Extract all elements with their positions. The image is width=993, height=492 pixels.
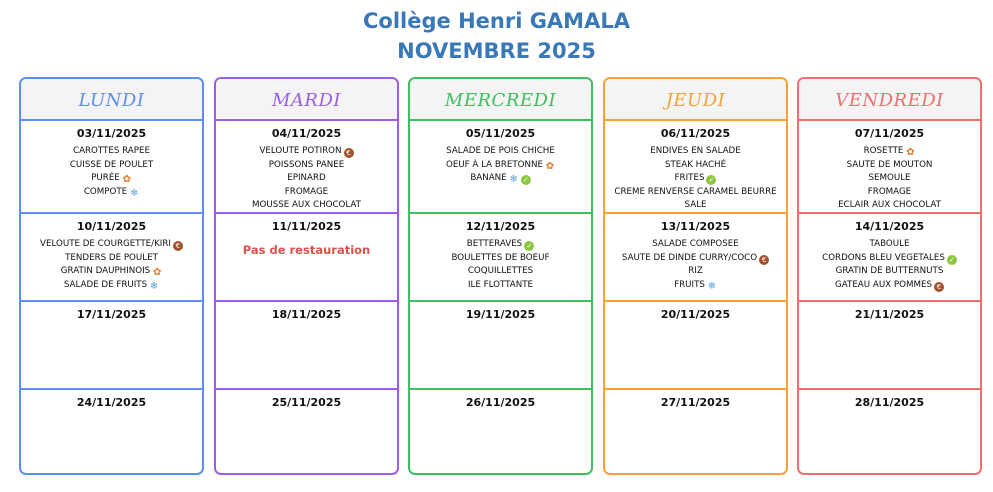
menu-item [21,145,202,159]
date-label: 04/11/2025 [271,127,342,140]
vegetarian-leaf-icon: ✓ [706,175,716,185]
day-header: VENDREDI [799,79,980,119]
day-cell [21,119,202,212]
menu-item [410,159,591,173]
menu-item-text: SALADE COMPOSEE [652,239,739,249]
menu-item-text: OEUF À LA BRETONNE [445,159,543,170]
day-column-mardi [214,77,399,475]
snowflake-icon: ❄ [707,280,717,292]
menu-item [21,238,202,252]
day-header: MERCREDI [410,79,591,119]
date-label: 28/11/2025 [854,396,925,409]
page-header [0,6,993,66]
vegetarian-leaf-icon: ✓ [947,255,957,265]
menu-item-text: COQUILLETTES [467,266,534,277]
day-cell [410,212,591,300]
menu-item [21,279,202,293]
date-label: 12/11/2025 [465,220,536,233]
vegetarian-leaf-icon: ✓ [521,175,531,185]
menu-item-text: SAUTE DE DINDE CURRY/COCO [621,252,758,263]
menu-item [605,238,786,252]
menu-item-text: SAUTE DE MOUTON [846,159,933,170]
day-cell [799,300,980,388]
menu-item [410,238,591,252]
menu-item-text: ROSETTE [863,146,904,156]
local-product-icon: ✿ [545,160,555,172]
date-label: 18/11/2025 [271,308,342,321]
local-product-icon: ✿ [153,267,162,279]
menu-item-text: CORDONS BLEU VEGETALES [822,252,945,263]
menu-item [799,199,980,213]
day-column-mercredi [408,77,593,475]
menu-item-text: ENDIVES EN SALADE [650,146,741,156]
day-cell [410,388,591,475]
menu-item [605,265,786,279]
menu-item [799,238,980,252]
menu-item-text: COMPOTE [83,186,128,197]
eco-label-icon: € [934,282,944,292]
date-label: 06/11/2025 [660,127,731,140]
menu-item [21,159,202,173]
day-cell [799,212,980,300]
menu-item-text: BETTERAVES [466,239,523,249]
menu-item [799,159,980,173]
date-label: 10/11/2025 [76,220,147,233]
menu-item-text: PURÉE [91,173,120,184]
menu-item [799,252,980,266]
day-cell [799,388,980,475]
day-column-lundi [19,77,204,475]
menu-item [799,172,980,186]
local-product-icon: ✿ [122,174,131,186]
menu-item-text: EPINARD [287,173,326,184]
menu-item-text: RIZ [688,266,703,277]
date-label: 27/11/2025 [660,396,731,409]
day-cell [605,119,786,212]
menu-item-text: FROMAGE [284,186,329,197]
menu-item [21,172,202,186]
date-label: 13/11/2025 [660,220,731,233]
menu-item-text: FRUITS [674,279,705,290]
menu-item-text: CUISSE DE POULET [69,159,154,170]
menu-item [799,279,980,293]
menu-item [605,199,786,213]
day-cell [21,300,202,388]
menu-item [216,172,397,186]
menu-item [410,145,591,159]
day-column-vendredi [797,77,982,475]
menu-item [410,279,591,293]
menu-item-text: SALADE DE FRUITS [63,279,148,290]
day-cell [216,212,397,300]
day-column-jeudi [603,77,788,475]
day-cell [21,388,202,475]
menu-item [410,265,591,279]
menu-item [216,199,397,213]
menu-item-text: CREME RENVERSE CARAMEL BEURRE [614,186,777,197]
date-label: 11/11/2025 [271,220,342,233]
snowflake-icon: ❄ [509,174,518,186]
date-label: 26/11/2025 [465,396,536,409]
snowflake-icon: ❄ [149,280,159,292]
menu-item-text: VELOUTE DE COURGETTE/KIRI [40,239,171,249]
day-cell [605,388,786,475]
date-label: 19/11/2025 [465,308,536,321]
day-cell [410,119,591,212]
menu-item-text: TABOULE [869,239,910,249]
menu-item [605,145,786,159]
page-title: Collège Henri GAMALA [363,9,630,33]
day-cell [216,388,397,475]
vegetarian-leaf-icon: ✓ [524,241,534,251]
menu-item [605,159,786,173]
menu-item [410,172,591,186]
date-label: 17/11/2025 [76,308,147,321]
menu-item-text: VELOUTE POTIRON [259,146,342,156]
menu-item [21,252,202,266]
menu-item [799,186,980,200]
menu-item-text: BANANE [470,173,507,184]
date-label: 25/11/2025 [271,396,342,409]
menu-item-text: SEMOULE [868,173,911,184]
menu-item-text: GRATIN DE BUTTERNUTS [835,266,944,277]
date-label: 07/11/2025 [854,127,925,140]
menu-item [799,265,980,279]
date-label: 03/11/2025 [76,127,147,140]
menu-item-text: MOUSSE AUX CHOCOLAT [252,200,361,211]
eco-label-icon: € [759,255,769,265]
menu-item [605,172,786,186]
menu-item-text: SALE [684,200,707,211]
date-label: 14/11/2025 [854,220,925,233]
menu-item [799,145,980,159]
menu-item [216,145,397,159]
menu-item [605,186,786,200]
snowflake-icon: ❄ [129,187,139,199]
menu-item-text: FRITES [674,173,705,184]
day-cell [799,119,980,212]
date-label: 24/11/2025 [76,396,147,409]
menu-item-text: GATEAU AUX POMMES [835,279,932,290]
day-cell [605,212,786,300]
menu-item [21,265,202,279]
closure-note: Pas de restauration [242,243,371,257]
menu-item-text: ILE FLOTTANTE [467,279,534,290]
day-cell [410,300,591,388]
day-header: JEUDI [605,79,786,119]
eco-label-icon: € [173,241,183,251]
date-label: 21/11/2025 [854,308,925,321]
menu-item-text: STEAK HACHÉ [664,159,727,170]
menu-item-text: FROMAGE [867,186,912,197]
menu-item [605,252,786,266]
day-cell [605,300,786,388]
date-label: 05/11/2025 [465,127,536,140]
menu-item-text: GRATIN DAUPHINOIS [60,266,151,277]
menu-item-text: CAROTTES RAPEE [73,146,150,156]
day-cell [216,119,397,212]
day-header: MARDI [216,79,397,119]
day-cell [21,212,202,300]
menu-item-text: ECLAIR AUX CHOCOLAT [838,200,941,211]
menu-item [21,186,202,200]
menu-item-text: TENDERS DE POULET [65,252,158,263]
menu-item [216,159,397,173]
date-label: 20/11/2025 [660,308,731,321]
menu-item [410,252,591,266]
day-header: LUNDI [21,79,202,119]
eco-label-icon: € [344,148,354,158]
menu-item-text: SALADE DE POIS CHICHE [446,146,555,156]
page-subtitle: NOVEMBRE 2025 [397,39,596,63]
menu-item [605,279,786,293]
menu-item-text: POISSONS PANEE [268,159,345,170]
menu-item-text: BOULETTES DE BOEUF [451,252,550,263]
day-cell [216,300,397,388]
menu-item [216,186,397,200]
local-product-icon: ✿ [906,147,915,158]
